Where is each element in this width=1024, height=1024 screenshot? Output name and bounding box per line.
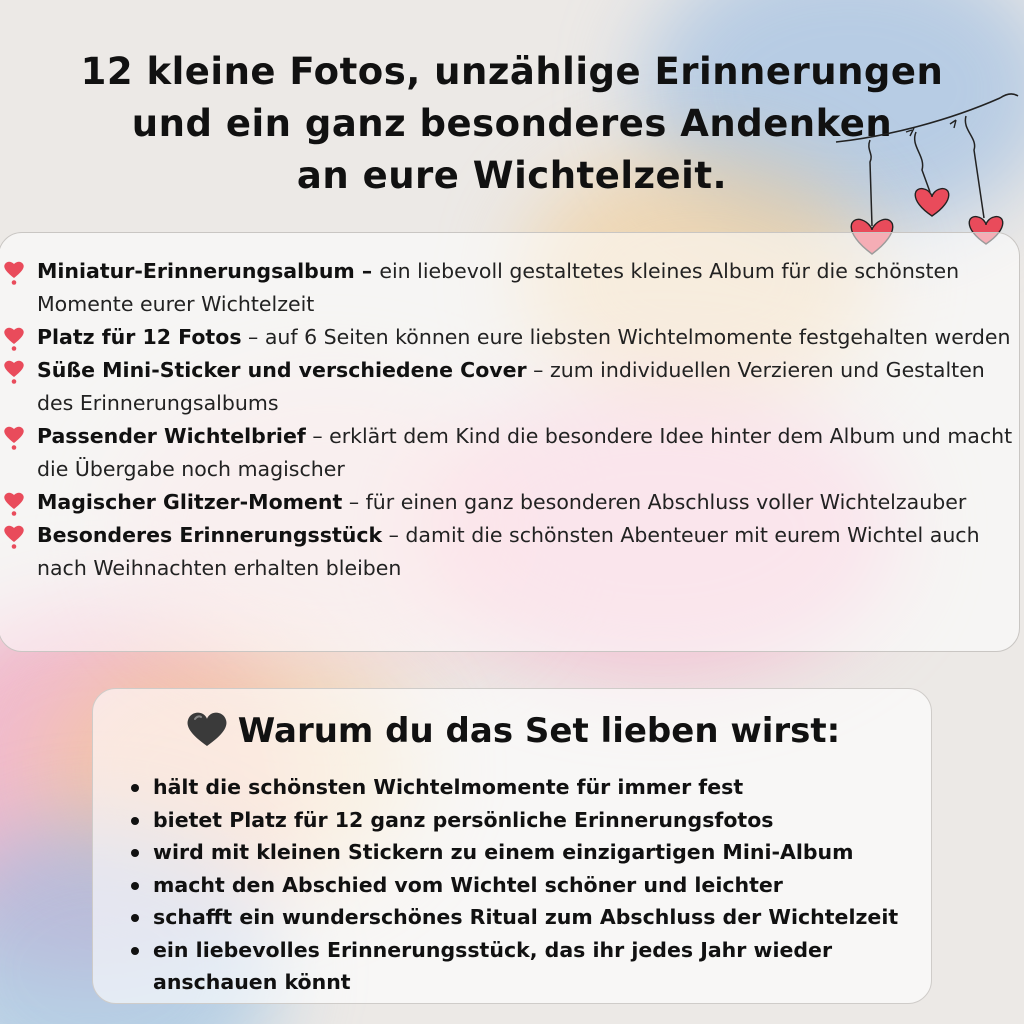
feature-text: – damit die schönsten Abenteuer mit eurem Wichtel auch nach Weihnachten erhalten bleiben	[37, 523, 980, 580]
feature-list	[0, 255, 1023, 585]
feature-title: Besonderes Erinnerungsstück	[37, 523, 383, 547]
red-exclamation-heart-icon	[3, 426, 25, 450]
black-heart-icon	[186, 710, 228, 748]
feature-text: – für einen ganz besonderen Abschluss voller Wichtelzauber	[342, 490, 967, 514]
red-exclamation-heart-icon	[3, 492, 25, 516]
reason-text: schafft ein wunderschönes Ritual zum Abschluss der Wichtelzeit	[153, 905, 899, 929]
feature-text: – zum individuellen Verzieren und Gestalten des Erinnerungsalbums	[37, 358, 985, 415]
bullet-dot-icon	[131, 784, 139, 792]
reason-list	[131, 771, 911, 999]
bullet-dot-icon	[131, 849, 139, 857]
bullet-dot-icon	[131, 914, 139, 922]
bullet-dot-icon	[131, 817, 139, 825]
headline-line-1: 12 kleine Fotos, unzählige Erinnerungen	[80, 50, 944, 93]
feature-item	[0, 354, 1023, 420]
bullet-dot-icon	[131, 882, 139, 890]
feature-title: Magischer Glitzer-Moment	[37, 490, 343, 514]
feature-title: Platz für 12 Fotos	[37, 325, 242, 349]
headline-line-3: an eure Wichtelzeit.	[296, 154, 728, 197]
feature-item	[0, 486, 1023, 519]
reason-item	[131, 934, 911, 999]
reason-item	[131, 869, 911, 902]
red-exclamation-heart-icon	[3, 261, 25, 285]
red-exclamation-heart-icon	[3, 327, 25, 351]
feature-title: Passender Wichtelbrief	[37, 424, 306, 448]
feature-item	[0, 321, 1023, 354]
bullet-dot-icon	[131, 947, 139, 955]
reason-text: bietet Platz für 12 ganz persönliche Erinnerungsfotos	[153, 807, 774, 832]
feature-item	[0, 420, 1023, 486]
features-card	[0, 232, 1020, 652]
reason-item	[131, 771, 911, 804]
red-exclamation-heart-icon	[3, 360, 25, 384]
feature-text: – auf 6 Seiten können eure liebsten Wichtelmomente festgehalten werden	[241, 325, 1011, 349]
feature-text: ein liebevoll gestaltetes kleines Album für die schönsten Momente eurer Wichtelzeit	[37, 259, 960, 316]
feature-item	[0, 519, 1023, 585]
headline-line-2: und ein ganz besonderes Andenken	[131, 102, 893, 145]
feature-text: – erklärt dem Kind die besondere Idee hinter dem Album und macht die Übergabe noch magischer	[37, 424, 1013, 481]
feature-title: Süße Mini-Sticker und verschiedene Cover	[37, 358, 527, 382]
reason-item	[131, 804, 911, 837]
feature-item	[0, 255, 1023, 321]
feature-title: Miniatur-Erinnerungsalbum –	[37, 259, 380, 283]
reason-text: ein liebevolles Erinnerungsstück, das ihr jedes Jahr wieder anschauen könnt	[153, 937, 833, 994]
red-exclamation-heart-icon	[3, 525, 25, 549]
reason-text: wird mit kleinen Stickern zu einem einzigartigen Mini-Album	[153, 840, 854, 864]
reason-item	[131, 836, 911, 869]
why-card	[92, 688, 932, 1004]
reason-item	[131, 901, 911, 934]
why-title-text: Warum du das Set lieben wirst:	[237, 711, 841, 751]
why-title	[93, 709, 933, 753]
reason-text: hält die schönsten Wichtelmomente für immer fest	[153, 775, 744, 799]
reason-text: macht den Abschied vom Wichtel schöner und leichter	[153, 872, 783, 897]
